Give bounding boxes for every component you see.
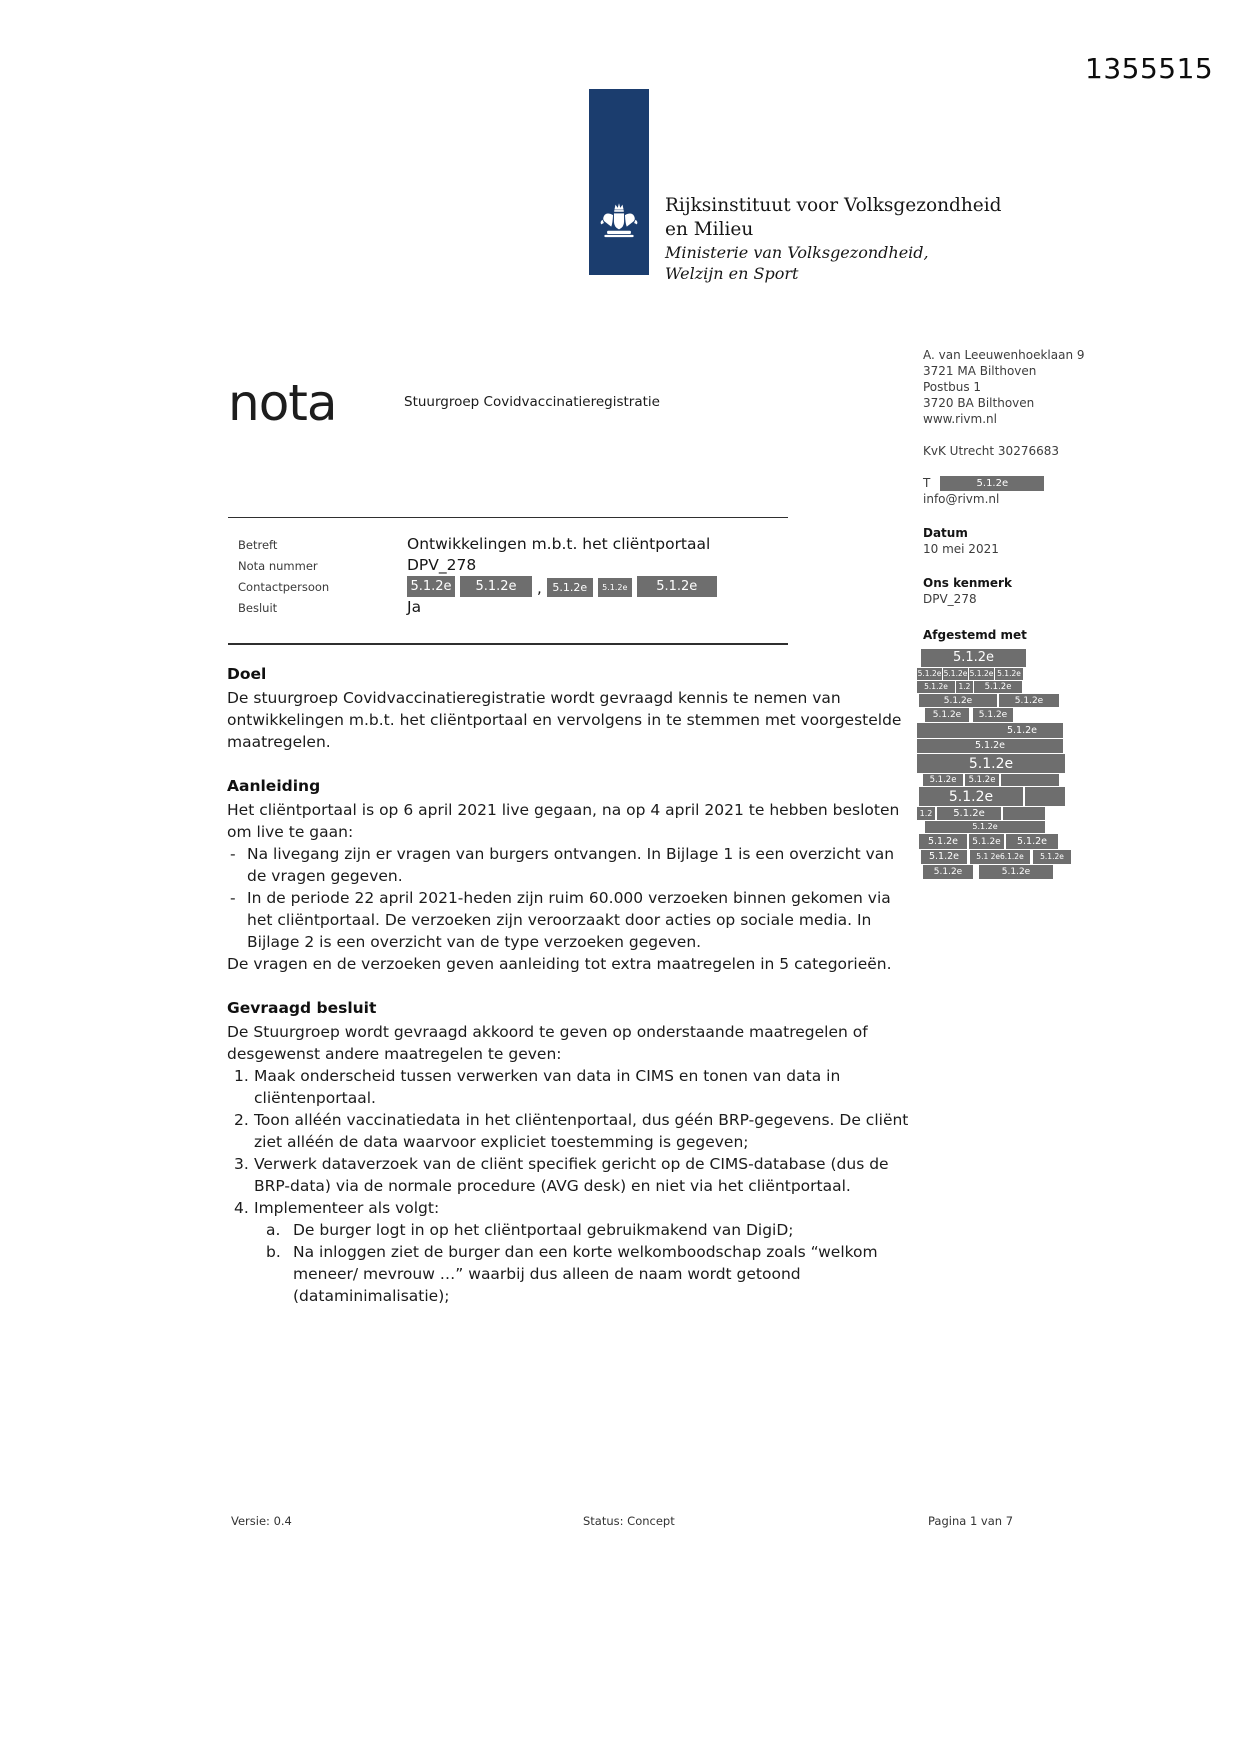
footer-version: Versie: 0.4 (231, 1514, 292, 1528)
address-block (923, 347, 1098, 427)
meta-row (238, 597, 878, 618)
divider-bottom (228, 643, 788, 645)
list-marker: 4. (234, 1199, 249, 1217)
list-marker: a. (266, 1221, 281, 1239)
section-heading: Gevraagd besluit (227, 999, 377, 1017)
redaction-chip: 5.1.2e (919, 694, 997, 707)
redaction-chip: 5.1.2e (969, 834, 1004, 849)
redaction-chip: 5.1.2e (460, 576, 532, 597)
redaction-chip: 5.1.2e (921, 649, 1026, 667)
meta-row (238, 576, 878, 597)
datum-value: 10 mei 2021 (923, 542, 999, 556)
redaction-chip: 5.1.2e (917, 681, 955, 693)
redaction-chip: 5.1.2e (923, 774, 963, 786)
redaction-row (919, 787, 1069, 806)
list-item (227, 1109, 917, 1153)
field-label: Nota nummer (238, 559, 318, 573)
redaction-row (917, 754, 1069, 773)
divider-top (228, 517, 788, 518)
redaction-row (917, 723, 1069, 738)
logo-org-line1: Rijksinstituut voor Volksgezondheid (665, 195, 1002, 216)
redaction-chip: 5.1.2e (1033, 850, 1071, 864)
redaction-chip: 5.1.2e (917, 739, 1063, 753)
redaction-chip: 5.1.2e (973, 708, 1013, 722)
redaction-chip: 5.1.2e (919, 834, 967, 849)
redaction-chip (1003, 807, 1045, 820)
datum-label: Datum (923, 526, 968, 540)
redaction-chip: 5.1.2e (917, 754, 1065, 773)
doc-subtitle: Stuurgroep Covidvaccinatieregistratie (404, 394, 660, 410)
field-label: Contactpersoon (238, 580, 330, 594)
redaction-row (917, 739, 1069, 753)
field-label: Besluit (238, 601, 278, 615)
document-body (227, 663, 917, 1307)
section (227, 997, 917, 1307)
section (227, 775, 917, 975)
redaction-chip: 5.1.2e (969, 669, 994, 678)
list-item (227, 1153, 917, 1197)
footer-page-number: Pagina 1 van 7 (928, 1514, 1014, 1528)
redaction-chip: 5.1.2e (407, 576, 455, 597)
list-text: Implementeer als volgt: (254, 1199, 440, 1217)
list-text: Na livegang zijn er vragen van burgers ontvangen. In Bijlage 1 is een overzicht van de vragen gegeven. (247, 845, 895, 885)
list-marker: - (230, 845, 236, 863)
meta-row (238, 534, 878, 555)
redaction-row (923, 774, 1069, 786)
list-text: De Stuurgroep wordt gevraagd akkoord te geven op onderstaande maatregelen of desgewenst andere maatregelen te geven: (227, 1023, 868, 1063)
kenmerk-label: Ons kenmerk (923, 576, 1012, 590)
field-value: DPV_278 (407, 556, 477, 574)
redaction-chip: 5.1.2e (923, 865, 973, 879)
redaction-chip: 5.1.2e (979, 865, 1053, 879)
redaction-chip: 5.1.2e (917, 723, 1063, 738)
meta-row (238, 555, 878, 576)
redaction-row (925, 708, 1069, 722)
redaction-chip-group (407, 576, 717, 597)
redaction-row (919, 834, 1069, 849)
section-heading: Doel (227, 665, 267, 683)
redaction-chip (1001, 774, 1059, 786)
body-paragraph (227, 687, 917, 753)
list-marker: - (230, 889, 236, 907)
phone-label: T (923, 476, 931, 490)
phone-row (923, 475, 1098, 491)
redaction-chip: 5.1.2e (999, 694, 1059, 707)
address-line: Postbus 1 (923, 380, 982, 394)
redaction-chip: 5.1.2e (974, 681, 1022, 693)
redaction-row (925, 821, 1069, 833)
redaction-chip: 5.1.2e (943, 669, 968, 678)
redaction-chip: 5.1.2e (995, 668, 1023, 680)
redaction-block-group (917, 648, 1069, 879)
redaction-chip: 5.1.2e (921, 850, 967, 864)
email-address: info@rivm.nl (923, 492, 1000, 506)
separator: , (537, 579, 542, 597)
footer-status: Status: Concept (583, 1514, 675, 1528)
logo-org-line2: en Milieu (665, 219, 754, 240)
redaction-chip: 5.1.2e (965, 774, 999, 786)
sidebar (917, 347, 1098, 877)
kvk-number: KvK Utrecht 30276683 (923, 444, 1059, 458)
redaction-row (923, 865, 1069, 879)
logo-ministry-line2: Welzijn en Sport (665, 264, 799, 283)
redaction-chip: 5.1.2e (547, 578, 593, 597)
list-item (227, 843, 917, 887)
redaction-chip: 5.1.2e (940, 476, 1044, 491)
list-text: Verwerk dataverzoek van de cliënt specifiek gericht op de CIMS-database (dus de BRP-data) via de normale procedure (AVG desk) en niet via het cliëntportaal. (254, 1155, 889, 1195)
list-text: Na inloggen ziet de burger dan een korte welkomboodschap zoals “welkom meneer/ mevrouw …” waarbij dus alleen de naam wordt getoond (dataminimalisatie); (293, 1243, 878, 1305)
meta-field-block (238, 534, 878, 618)
redaction-chip (1025, 787, 1065, 806)
redaction-chip: 5.1.2e (1006, 834, 1058, 849)
list-text: De burger logt in op het cliëntportaal gebruikmakend van DigiD; (293, 1221, 794, 1239)
list-item (227, 887, 917, 953)
address-line: A. van Leeuwenhoeklaan 9 (923, 348, 1085, 362)
doc-type-title: nota (228, 374, 337, 432)
list-text: De vragen en de verzoeken geven aanleiding tot extra maatregelen in 5 categorieën. (227, 955, 892, 973)
list-text: Het cliëntportaal is op 6 april 2021 live gegaan, na op 4 april 2021 te hebben besloten om live te gaan: (227, 801, 900, 841)
rijksoverheid-logo-banner (589, 89, 649, 275)
list-item (227, 1241, 917, 1307)
section (227, 663, 917, 753)
list-text: Toon alléén vaccinatiedata in het cliëntenportaal, dus géén BRP-gegevens. De cliënt ziet alléén de data waarvoor expliciet toestemming is gegeven; (254, 1111, 909, 1151)
redaction-chip: 5.1.2e (937, 807, 1001, 820)
field-value: Ja (407, 598, 422, 616)
list-item (227, 1065, 917, 1109)
list-text: Maak onderscheid tussen verwerken van data in CIMS en tonen van data in cliëntenportaal. (254, 1067, 841, 1107)
redaction-row (921, 850, 1069, 864)
redaction-chip: 5.1.2e (919, 787, 1023, 806)
rivm-logo-text (665, 194, 1001, 284)
logo-ministry-line1: Ministerie van Volksgezondheid, (665, 243, 929, 262)
afgestemd-label: Afgestemd met (923, 628, 1027, 642)
redaction-chip: 5.1.2e (925, 821, 1045, 833)
redaction-chip: 5.1 2e6.1.2e (970, 850, 1030, 864)
list-marker: b. (266, 1243, 281, 1261)
list-text: De stuurgroep Covidvaccinatieregistratie wordt gevraagd kennis te nemen van ontwikkelingen m.b.t. het cliëntportaal en vervolgens in te stemmen met voorgestelde maatregelen. (227, 689, 902, 751)
body-paragraph (227, 1021, 917, 1065)
list-marker: 2. (234, 1111, 249, 1129)
list-marker: 3. (234, 1155, 249, 1173)
address-line: 3720 BA Bilthoven (923, 396, 1035, 410)
list-item (227, 1219, 917, 1241)
document-number-stamp: 1355515 (1085, 52, 1214, 85)
list-item (227, 1197, 917, 1219)
body-paragraph (227, 953, 917, 975)
section-heading: Aanleiding (227, 777, 321, 795)
redaction-chip: 5.1.2e (917, 669, 942, 678)
field-value: Ontwikkelingen m.b.t. het cliëntportaal (407, 535, 711, 553)
redaction-row (919, 694, 1069, 707)
redaction-chip: 1.2 (956, 681, 973, 693)
address-line: 3721 MA Bilthoven (923, 364, 1037, 378)
address-line: www.rivm.nl (923, 412, 997, 426)
redaction-chip: 5.1.2e (637, 576, 717, 597)
list-text: In de periode 22 april 2021-heden zijn ruim 60.000 verzoeken binnen gekomen via het cliëntportaal. De verzoeken zijn veroorzaakt door acties op sociale media. In Bijlage 2 is een overzicht van de type verzoeken gegeven. (247, 889, 891, 951)
field-label: Betreft (238, 538, 278, 552)
body-paragraph (227, 799, 917, 843)
rivm-coat-of-arms-icon (597, 199, 641, 257)
kenmerk-value: DPV_278 (923, 592, 977, 606)
redaction-chip: 5.1.2e (925, 708, 969, 722)
redaction-row (917, 668, 1069, 680)
redaction-row (917, 681, 1069, 693)
redaction-chip: 1.2 (917, 807, 935, 820)
redaction-row (921, 649, 1069, 667)
list-marker: 1. (234, 1067, 249, 1085)
redaction-row (917, 807, 1069, 820)
redaction-chip: 5.1.2e (598, 578, 632, 597)
